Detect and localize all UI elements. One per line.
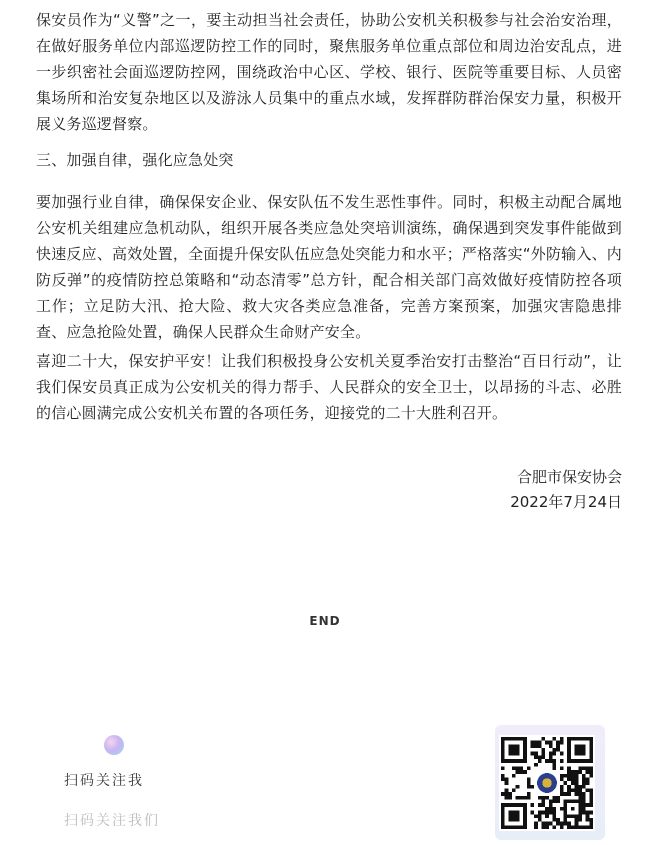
follow-section bbox=[60, 730, 260, 840]
signature-block bbox=[510, 465, 622, 515]
end-mark: END bbox=[309, 614, 341, 628]
qr-code-image[interactable] bbox=[499, 735, 595, 831]
signature-date: 2022年7月24日 bbox=[510, 493, 622, 511]
qr-code-card bbox=[495, 725, 605, 840]
follow-label-secondary: 扫码关注我们 bbox=[64, 813, 160, 829]
gradient-dot-icon bbox=[104, 735, 124, 755]
qr-code-graphic bbox=[501, 737, 593, 829]
article-paragraph: 要加强行业自律，确保保安企业、保安队伍不发生恶性事件。同时，积极主动配合属地公安机关组建应急机动队，组织开展各类应急处突培训演练，确保遇到突发事件能做到快速反应、高效处置，全面提升保安队伍应急处突能力和水平；严格落实“外防输入、内防反弹”的疫情防控总策略和“动态清零”总方针，配合相关部门高效做好疫情防控各项工作；立足防大汛、抢大险、救大灾各类应急准备，完善方案预案，加强灾害隐患排查、应急抢险处置，确保人民群众生命财产安全。 bbox=[36, 193, 622, 341]
section-heading: 三、加强自律，强化应急处突 bbox=[36, 151, 234, 169]
follow-label: 扫码关注我 bbox=[64, 773, 144, 789]
signature-organization: 合肥市保安协会 bbox=[516, 468, 622, 486]
article-paragraph: 保安员作为“义警”之一，要主动担当社会责任，协助公安机关积极参与社会治安治理，在做好服务单位内部巡逻防控工作的同时，聚焦服务单位重点部位和周边治安乱点，进一步织密社会面巡逻防控网，围绕政治中心区、学校、银行、医院等重要目标、人员密集场所和治安复杂地区以及游泳人员集中的重点水域，发挥群防群治保安力量，积极开展义务巡逻督察。 bbox=[36, 11, 622, 133]
article-paragraph: 喜迎二十大，保安护平安！让我们积极投身公安机关夏季治安打击整治“百日行动”，让我们保安员真正成为公安机关的得力帮手、人民群众的安全卫士，以昂扬的斗志、必胜的信心圆满完成公安机关布置的各项任务，迎接党的二十大胜利召开。 bbox=[36, 352, 622, 422]
